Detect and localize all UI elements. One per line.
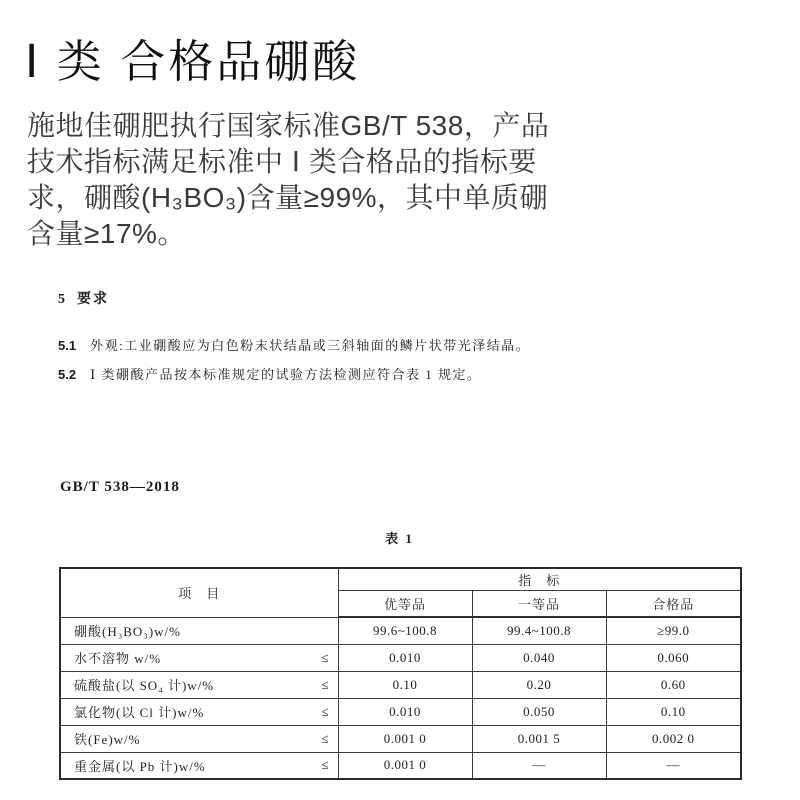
section-number: 5 (58, 292, 65, 307)
intro-line-3: 求，硼酸(H₃BO₃)含量≥99%，其中单质硼 (27, 182, 549, 213)
value-first: 0.20 (472, 671, 606, 698)
standard-code: GB/T 538—2018 (60, 479, 180, 495)
col-header-grade-premium: 优等品 (338, 590, 472, 617)
row-limit-operator: ≤ (321, 703, 329, 719)
col-header-grade-first: 一等品 (472, 590, 606, 617)
table-row-iron (60, 725, 741, 752)
row-limit-operator: ≤ (321, 757, 329, 773)
clause-text: 外观:工业硼酸应为白色粉末状结晶或三斜轴面的鳞片状带光泽结晶。 (90, 338, 531, 353)
value-first: — (472, 752, 606, 779)
row-limit-operator: ≤ (321, 649, 329, 665)
value-qualified: 0.60 (606, 671, 741, 698)
clause-5-2 (58, 367, 800, 383)
table-row-sulfate (60, 671, 741, 698)
clause-5-1 (58, 338, 800, 354)
value-premium: 0.10 (338, 671, 472, 698)
col-header-indicator: 指 标 (338, 568, 741, 590)
value-first: 0.040 (472, 644, 606, 671)
intro-paragraph (27, 108, 800, 252)
row-item-label: 水不溶物 w/% (74, 651, 162, 666)
value-premium: 99.6~100.8 (338, 617, 472, 644)
table-row-heavy-metals (60, 752, 741, 779)
row-item-label: 重金属(以 Pb 计)w/% (74, 758, 206, 774)
table-header-row-1 (60, 568, 741, 590)
row-item-label: 氯化物(以 Cl 计)w/% (74, 705, 205, 720)
value-premium: 0.001 0 (338, 752, 472, 779)
intro-line-4: 含量≥17%。 (27, 218, 186, 249)
value-premium: 0.010 (338, 644, 472, 671)
value-qualified: 0.10 (606, 698, 741, 725)
section-heading (58, 290, 800, 310)
intro-line-1: 施地佳硼肥执行国家标准GB/T 538，产品 (27, 110, 550, 141)
spec-table (59, 567, 742, 780)
table-caption: 表 1 (385, 531, 414, 546)
col-header-item: 项 目 (60, 568, 338, 617)
intro-line-2: 技术指标满足标准中 Ⅰ 类合格品的指标要 (27, 146, 537, 177)
row-item-label: 硼酸(H₃BO₃)w/% (74, 624, 181, 639)
table-row-chloride (60, 698, 741, 725)
value-qualified: 0.060 (606, 644, 741, 671)
row-item-label: 铁(Fe)w/% (74, 732, 141, 747)
clause-text: Ⅰ 类硼酸产品按本标准规定的试验方法检测应符合表 1 规定。 (90, 367, 482, 382)
standard-document-excerpt (0, 290, 800, 780)
clause-number: 5.2 (58, 367, 77, 382)
row-limit-operator: ≤ (321, 676, 329, 692)
row-limit-operator: ≤ (321, 730, 329, 746)
value-qualified: — (606, 752, 741, 779)
value-qualified: ≥99.0 (606, 617, 741, 644)
value-first: 0.001 5 (472, 725, 606, 752)
table-row-boric-acid (60, 617, 741, 644)
clause-number: 5.1 (58, 338, 77, 353)
row-item-label: 硫酸盐(以 SO₄ 计)w/% (74, 678, 215, 693)
page-title: Ⅰ 类 合格品硼酸 (25, 36, 361, 87)
value-first: 0.050 (472, 698, 606, 725)
value-first: 99.4~100.8 (472, 617, 606, 644)
value-qualified: 0.002 0 (606, 725, 741, 752)
value-premium: 0.010 (338, 698, 472, 725)
section-title: 要求 (77, 292, 109, 307)
value-premium: 0.001 0 (338, 725, 472, 752)
col-header-grade-qualified: 合格品 (606, 590, 741, 617)
table-row-water-insoluble (60, 644, 741, 671)
